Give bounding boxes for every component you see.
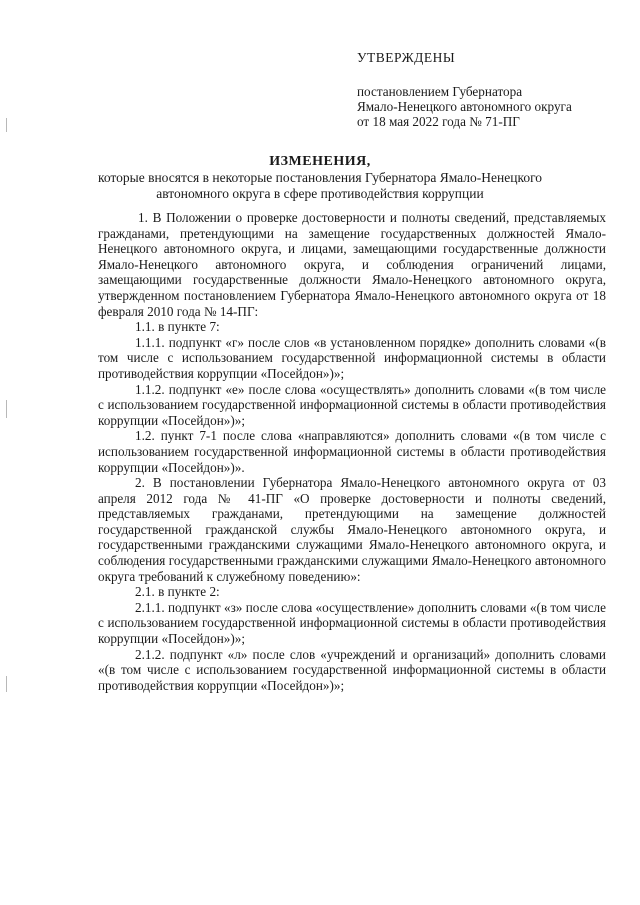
paragraph-1-1-1: 1.1.1. подпункт «г» после слов «в установленном порядке» дополнить словами «(в том числе с использованием государственной информационной системы в области противодействия коррупции «Посейдон»)»; bbox=[98, 334, 606, 381]
paragraph-2-1: 2.1. в пункте 2: bbox=[135, 584, 220, 600]
document-subtitle bbox=[60, 170, 580, 202]
paragraph-1-1-2: 1.1.2. подпункт «е» после слова «осуществлять» дополнить словами «(в том числе с использованием государственной информационной системы в области противодействия коррупции «Посейдон»)»; bbox=[98, 381, 606, 428]
document-body bbox=[98, 210, 606, 693]
approval-line: Ямало-Ненецкого автономного округа bbox=[357, 99, 572, 114]
approval-stamp: УТВЕРЖДЕНЫ bbox=[357, 50, 456, 65]
paragraph-2-1-2: 2.1.2. подпункт «л» после слов «учреждений и организаций» дополнить словами «(в том числе с использованием государственной информационной системы в области противодействия коррупции «Посейдон»)»; bbox=[98, 646, 606, 693]
document-title: ИЗМЕНЕНИЯ, bbox=[269, 154, 371, 169]
paragraph-1: 1. В Положении о проверке достоверности и полноты сведений, представляемых гражданами, претендующими на замещение государственных должностей Ямало-Ненецкого автономного округа, и лицами, замещающими государственные должности Ямало-Ненецкого автономного округа, и соблюдения ограничений лицами, замещающими государственные должности Ямало-Ненецкого автономного округа, утвержденном постановлением Губернатора Ямало-Ненецкого автономного округа от 18 февраля 2010 года № 14-ПГ: bbox=[98, 210, 606, 319]
scan-margin-mark bbox=[6, 118, 7, 132]
approval-line: постановлением Губернатора bbox=[357, 84, 523, 99]
subtitle-line: которые вносятся в некоторые постановления Губернатора Ямало-Ненецкого bbox=[97, 170, 543, 185]
paragraph-2: 2. В постановлении Губернатора Ямало-Ненецкого автономного округа от 03 апреля 2012 года № 41-ПГ «О проверке достоверности и полноты сведений, представляемых гражданами, претендующими на замещение должностей государственной гражданской службы Ямало-Ненецкого автономного округа, и государственными гражданскими служащими Ямало-Ненецкого автономного округа, и соблюдения государственными гражданскими служащими Ямало-Ненецкого автономного округа требований к служебному поведению»: bbox=[98, 475, 606, 584]
paragraph-2-1-1: 2.1.1. подпункт «з» после слова «осуществление» дополнить словами «(в том числе с использованием государственной информационной системы в области противодействия коррупции «Посейдон»)»; bbox=[98, 599, 606, 647]
subtitle-line: автономного округа в сфере противодействия коррупции bbox=[156, 186, 484, 201]
scan-margin-mark bbox=[6, 676, 7, 692]
approval-line: от 18 мая 2022 года № 71-ПГ bbox=[357, 114, 520, 129]
paragraph-1-1: 1.1. в пункте 7: bbox=[135, 319, 220, 335]
approval-reference bbox=[357, 84, 572, 129]
scan-margin-mark bbox=[6, 400, 7, 418]
paragraph-1-2: 1.2. пункт 7-1 после слова «направляются» дополнить словами «(в том числе с использованием государственной информационной системы в области противодействия коррупции «Посейдон»)». bbox=[98, 428, 606, 475]
